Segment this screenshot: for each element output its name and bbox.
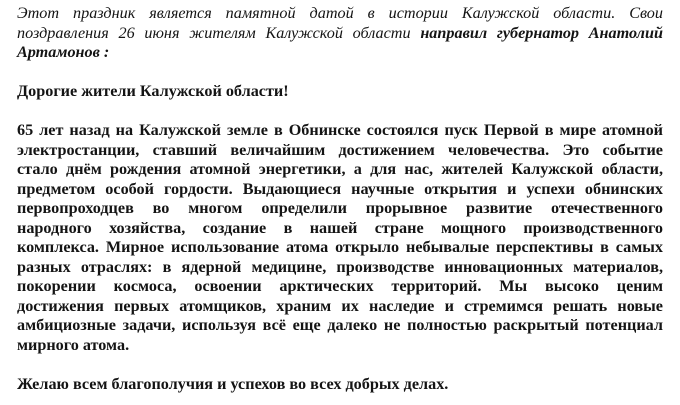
paragraph-gap [17, 63, 663, 83]
intro-author-part-2: Артамонов : [17, 43, 110, 61]
main-paragraph [17, 121, 663, 355]
greeting: Дорогие жители Калужской области! [17, 82, 289, 100]
body-line: стало днём рождения атомной энергетики, а для нас, жителей Калужской области, [17, 160, 663, 178]
body-line: народного хозяйства, создание в нашей стране мощного производственного [17, 218, 663, 237]
body-line: разных отраслях: в ядерной медицине, производстве инновационных материалов, [17, 257, 663, 276]
intro-text-1: Этот праздник является памятной датой в истории Калужской области. Свои [17, 4, 663, 22]
document-text [17, 4, 663, 394]
body-line: достижения первых атомщиков, храним их наследие и стремимся решать новые [17, 296, 663, 315]
body-line: 65 лет назад на Калужской земле в Обнинске состоялся пуск Первой в мире атомной [17, 121, 663, 139]
paragraph-gap [17, 355, 663, 375]
paragraph-gap [17, 102, 663, 122]
intro-line-2 [17, 24, 663, 44]
closing-line: Желаю всем благополучия и успехов во всех добрых делах. [17, 374, 449, 393]
intro-text-2: поздравления 26 июня жителям Калужской области [17, 23, 421, 42]
body-line: покорении космоса, освоении арктических территорий. Мы высоко ценим [17, 277, 663, 295]
body-line: амбициозные задачи, используя всё еще далеко не полностью раскрытый потенциал [17, 316, 663, 334]
intro-line-1 [17, 4, 663, 24]
body-line: электростанции, ставший величайшим достижением человечества. Это событие [17, 140, 663, 159]
intro-author-part-1: направил губернатор Анатолий [420, 23, 663, 42]
body-line: первопроходцев во многом определили прорывное развитие отечественного [17, 199, 663, 217]
intro-line-3 [17, 43, 663, 63]
body-line-last: мирного атома. [17, 335, 130, 354]
body-line: предметом особой гордости. Выдающиеся научные открытия и успехи обнинских [17, 179, 663, 198]
body-line: комплекса. Мирное использование атома открыло небывалые перспективы в самых [17, 238, 663, 256]
